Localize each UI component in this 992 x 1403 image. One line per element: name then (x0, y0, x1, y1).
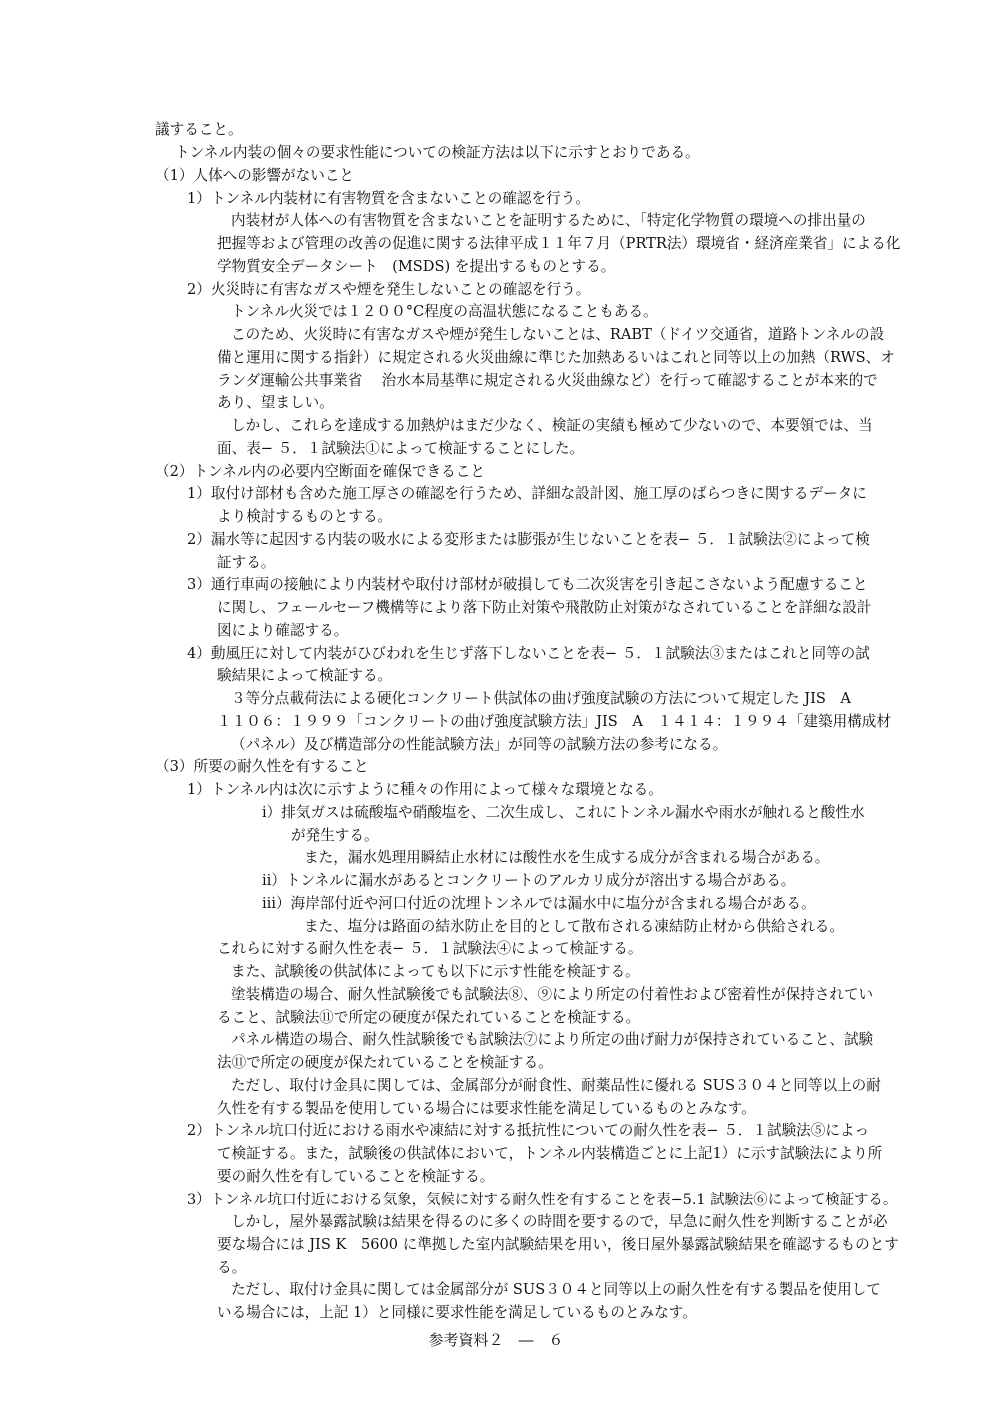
text-line: る。 (217, 1259, 247, 1276)
text-line: ただし、取付け金具に関しては金属部分が SUS３０４と同等以上の耐久性を有する製品を使用して (231, 1281, 881, 1298)
text-line: トンネル内装の個々の要求性能についての検証方法は以下に示すとおりである。 (175, 144, 700, 161)
text-line: （パネル）及び構造部分の性能試験方法」が同等の試験方法の参考になる。 (231, 736, 728, 753)
text-line: 3）トンネル坑口付近における気象，気候に対する耐久性を有することを表−5.1 試験法⑥によって検証する。 (187, 1192, 898, 1208)
text-line: 1）取付け部材も含めた施工厚さの確認を行うため、詳細な設計図、施工厚のばらつきに関するデータに (187, 485, 867, 502)
text-line: 法⑪で所定の硬度が保たれていることを検証する。 (217, 1054, 553, 1071)
text-line: ただし、取付け金具に関しては、金属部分が耐食性、耐薬品性に優れる SUS３０４と同等以上の耐 (231, 1077, 881, 1094)
text-line: 内装材が人体への有害物質を含まないことを証明するために、「特定化学物質の環境への排出量の (231, 212, 866, 229)
text-line: 要の耐久性を有していることを検証する。 (217, 1168, 495, 1185)
text-line: ⅰ）排気ガスは硫酸塩や硝酸塩を、二次生成し、これにトンネル漏水や雨水が触れると酸性水 (262, 804, 865, 821)
text-line: 1）トンネル内装材に有害物質を含まないことの確認を行う。 (187, 190, 590, 207)
text-line: また、塩分は路面の結氷防止を目的として散布される凍結防止材から供給される。 (304, 918, 844, 935)
text-line: （3）所要の耐久性を有すること (155, 758, 369, 775)
text-line: あり、望ましい。 (217, 394, 334, 411)
text-line: ⅱ）トンネルに漏水があるとコンクリートのアルカリ成分が溶出する場合がある。 (262, 872, 796, 889)
text-line: 2）火災時に有害なガスや煙を発生しないことの確認を行う。 (187, 281, 591, 298)
text-line: 把握等および管理の改善の促進に関する法律平成１１年７月（PRTR法）環境省・経済産業省」による化 (217, 235, 901, 252)
text-line: 備と運用に関する指針）に規定される火災曲線に準じた加熱あるいはこれと同等以上の加熱（RWS、オ (217, 349, 895, 366)
text-line: ３等分点載荷法による硬化コンクリート供試体の曲げ強度試験の方法について規定した JIS A (231, 690, 851, 707)
text-line: 2）トンネル坑口付近における雨水や凍結に対する抵抗性についての耐久性を表− ５．１試験法⑤によっ (187, 1122, 870, 1139)
text-line: より検討するものとする。 (217, 508, 393, 525)
text-line: １１０６：１９９９「コンクリートの曲げ強度試験方法」JIS A １４１４：１９９４「建築用構成材 (217, 713, 891, 730)
page-number: 参考資料２ ― ６ (428, 1331, 564, 1349)
text-line: 要な場合には JIS K 5600 に準拠した室内試験結果を用い，後日屋外暴露試験結果を確認するものとす (217, 1236, 899, 1253)
text-line: また、試験後の供試体によっても以下に示す性能を検証する。 (231, 963, 640, 980)
text-line: これらに対する耐久性を表− ５．１試験法④によって検証する。 (217, 940, 643, 957)
text-line: が発生する。 (291, 827, 379, 844)
text-line: 4）動風圧に対して内装がひびわれを生じず落下しないことを表− ５．１試験法③またはこれと同等の試 (187, 645, 870, 662)
text-line: 証する。 (217, 554, 276, 571)
text-line: に関し、フェールセーフ機構等により落下防止対策や飛散防止対策がなされていることを詳細な設計 (217, 599, 872, 616)
text-line: （1）人体への影響がないこと (155, 167, 355, 184)
text-line: 議すること。 (155, 121, 243, 138)
text-line: て検証する。また，試験後の供試体において，トンネル内装構造ごとに上記1）に示す試験法により所 (217, 1145, 883, 1162)
text-line: 久性を有する製品を使用している場合には要求性能を満足しているものとみなす。 (217, 1100, 756, 1117)
text-line: トンネル火災では１２００°C程度の高温状態になることもある。 (231, 303, 658, 320)
text-line: 図により確認する。 (217, 622, 349, 639)
text-line: 面、表− ５．１試験法①によって検証することにした。 (217, 440, 585, 457)
text-line: ランダ運輸公共事業省 治水本局基準に規定される火災曲線など）を行って確認することが本来的で (217, 372, 878, 389)
text-line: 1）トンネル内は次に示すように種々の作用によって様々な環境となる。 (187, 781, 663, 798)
text-line: このため、火災時に有害なガスや煙が発生しないことは、RABT（ドイツ交通省，道路トンネルの設 (231, 326, 885, 343)
text-line: しかし，屋外暴露試験は結果を得るのに多くの時間を要するので，早急に耐久性を判断することが必 (231, 1213, 888, 1230)
text-line: 2）漏水等に起因する内装の吸水による変形または膨張が生じないことを表− ５．１試験法②によって検 (187, 531, 870, 548)
text-line: しかし、これらを達成する加熱炉はまだ少なく、検証の実績も極めて少ないので、本要領では、当 (231, 417, 873, 434)
text-line: 験結果によって検証する。 (217, 667, 393, 684)
text-line: （2）トンネル内の必要内空断面を確保できること (155, 463, 485, 480)
text-line: ること、試験法⑪で所定の硬度が保たれていることを検証する。 (217, 1009, 641, 1026)
text-line: 塗装構造の場合、耐久性試験後でも試験法⑧、⑨により所定の付着性および密着性が保持されてい (231, 986, 874, 1003)
text-line: ⅲ）海岸部付近や河口付近の沈埋トンネルでは漏水中に塩分が含まれる場合がある。 (262, 895, 816, 912)
text-line: 学物質安全データシート (MSDS) を提出するものとする。 (217, 258, 616, 275)
text-line: いる場合には，上記 1）と同様に要求性能を満足しているものとみなす。 (217, 1304, 697, 1321)
text-line: 3）通行車両の接触により内装材や取付け部材が破損しても二次災害を引き起こさないよう配慮すること (187, 576, 868, 593)
text-line: また，漏水処理用瞬結止水材には酸性水を生成する成分が含まれる場合がある。 (304, 849, 830, 866)
text-line: パネル構造の場合、耐久性試験後でも試験法⑦により所定の曲げ耐力が保持されていること、試験 (231, 1031, 874, 1048)
